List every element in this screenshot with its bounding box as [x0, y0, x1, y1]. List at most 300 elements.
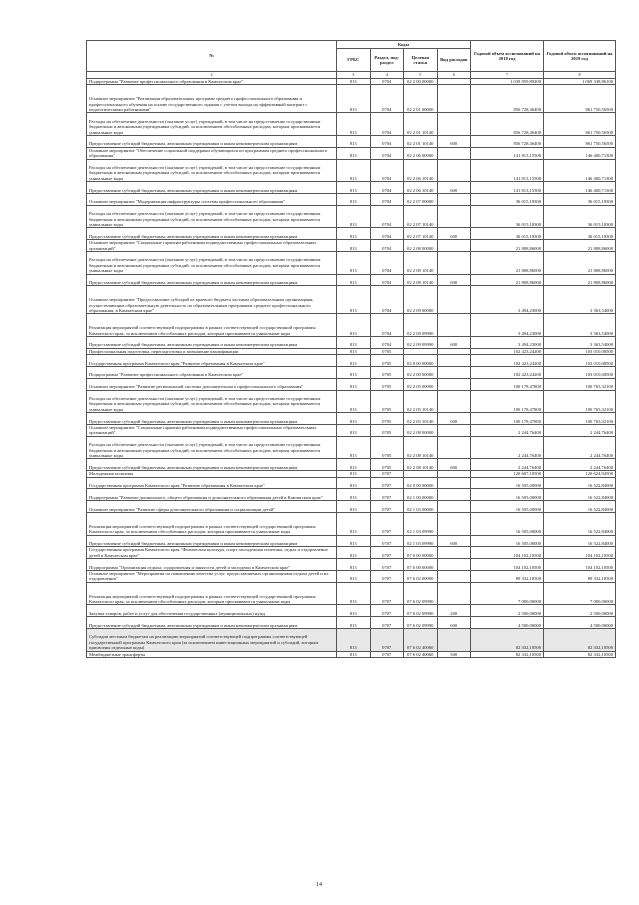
row-amount-2018: 856 728,46400	[471, 136, 544, 148]
row-section: 0705	[370, 459, 404, 471]
row-amount-2018: 16 505,00000	[471, 535, 544, 547]
row-amount-2018: 100 178,47800	[471, 413, 544, 425]
row-grbs: 813	[337, 477, 371, 489]
row-amount-2019: 2 244,76400	[544, 459, 616, 471]
row-section: 0704	[370, 113, 404, 136]
row-amount-2019: 146 400,71300	[544, 182, 616, 194]
row-name: Подпрограмма "Организация отдыха, оздоровления и занятости детей и молодежи в Камчатском крае"	[87, 559, 337, 571]
row-expense-type	[437, 547, 471, 559]
table-body	[87, 79, 616, 658]
row-target-article: 02 2 09 09990	[404, 314, 438, 337]
row-grbs: 813	[337, 159, 371, 182]
table-row	[87, 477, 616, 489]
row-target-article: 02 2 05 10140	[404, 413, 438, 425]
row-amount-2018: 2 500,00000	[471, 605, 544, 617]
row-name: Расходы на обеспечение деятельности (оказание услуг) учреждений, в том числе на предоставление государственным бюджетным и автономным учреждениям субсидий, за исключением обособленных расходов, которым присваиваются уникальные коды	[87, 113, 337, 136]
row-amount-2019: 7 000,00000	[544, 582, 616, 605]
row-name: Предоставление субсидий бюджетным, автономным учреждениям и иным некоммерческим организациям	[87, 459, 337, 471]
row-section: 0707	[370, 535, 404, 547]
row-grbs: 813	[337, 355, 371, 367]
row-expense-type: 600	[437, 274, 471, 286]
row-amount-2019: 2 244,76400	[544, 436, 616, 459]
row-name: Основное мероприятие "Развитие сферы дополнительного образования и социализации детей"	[87, 501, 337, 513]
row-section: 0705	[370, 378, 404, 390]
row-section: 0704	[370, 159, 404, 182]
row-target-article: 02 2 07 10140	[404, 228, 438, 240]
table-row	[87, 336, 616, 348]
header-grbs: ГРБС	[337, 49, 371, 72]
row-amount-2019: 3 363,54000	[544, 286, 616, 314]
row-grbs: 813	[337, 390, 371, 413]
column-number: 2	[87, 72, 337, 79]
row-section: 0707	[370, 651, 404, 657]
row-grbs: 813	[337, 240, 371, 252]
row-grbs: 813	[337, 547, 371, 559]
row-expense-type	[437, 390, 471, 413]
row-amount-2019: 2 500,00000	[544, 605, 616, 617]
row-grbs: 813	[337, 147, 371, 159]
row-expense-type	[437, 489, 471, 501]
row-grbs: 813	[337, 314, 371, 337]
row-target-article: 02 2 09 09990	[404, 336, 438, 348]
row-name: Предоставление субсидий бюджетным, автономным учреждениям и иным некоммерческим организациям	[87, 617, 337, 629]
row-target-article: 02 2 01 10140	[404, 136, 438, 148]
row-grbs: 813	[337, 286, 371, 314]
row-expense-type: 600	[437, 182, 471, 194]
row-name: Предоставление субсидий бюджетным, автономным учреждениям и иным некоммерческим организациям	[87, 274, 337, 286]
row-amount-2019: 103 010,08500	[544, 366, 616, 378]
table-row	[87, 274, 616, 286]
row-amount-2018: 3 494,23000	[471, 286, 544, 314]
column-number: 4	[370, 72, 404, 79]
row-expense-type	[437, 113, 471, 136]
row-amount-2019: 21 808,86000	[544, 252, 616, 275]
row-grbs: 813	[337, 605, 371, 617]
row-expense-type	[437, 252, 471, 275]
row-amount-2018: 89 332,10500	[471, 570, 544, 582]
row-target-article: 02 2 00 00000	[404, 366, 438, 378]
header-year-2018: Годовой объем ассигнований на 2018 год	[471, 41, 544, 72]
table-row	[87, 570, 616, 582]
header-section: Раздел, под-раздел	[370, 49, 404, 72]
row-section: 0704	[370, 182, 404, 194]
row-section: 0704	[370, 252, 404, 275]
row-amount-2019: 16 522,84000	[544, 501, 616, 513]
row-grbs: 813	[337, 378, 371, 390]
table-row	[87, 85, 616, 113]
row-name: Закупка товаров, работ и услуг для обеспечения государственных (муниципальных) нужд	[87, 605, 337, 617]
row-amount-2018: 141 813,15500	[471, 147, 544, 159]
table-row	[87, 113, 616, 136]
row-grbs: 813	[337, 194, 371, 206]
row-name: Подпрограмма "Развитие профессионального образования в Камчатском крае"	[87, 79, 337, 85]
row-name: Основное мероприятие "Предоставление субсидий из краевого бюджета частным образовательным организациям, осуществляющим образовательную деятельность по образовательным программам среднего профессионального образования, в Камчатском крае"	[87, 286, 337, 314]
row-grbs: 813	[337, 617, 371, 629]
row-name: Межбюджетные трансферты	[87, 651, 337, 657]
row-section: 0707	[370, 582, 404, 605]
row-expense-type: 200	[437, 605, 471, 617]
row-expense-type: 600	[437, 459, 471, 471]
table-row	[87, 159, 616, 182]
row-amount-2018: 104 102,10500	[471, 547, 544, 559]
row-amount-2018: 100 178,47800	[471, 390, 544, 413]
row-name: Основное мероприятие "Модернизация инфраструктуры системы профессионального образования"	[87, 194, 337, 206]
table-row	[87, 651, 616, 657]
row-grbs: 813	[337, 85, 371, 113]
budget-table	[86, 40, 616, 658]
row-section: 0705	[370, 413, 404, 425]
table-row	[87, 194, 616, 206]
row-amount-2019: 861 750,56500	[544, 113, 616, 136]
table-row	[87, 378, 616, 390]
row-expense-type	[437, 286, 471, 314]
row-target-article: 02 2 08 10140	[404, 459, 438, 471]
row-target-article: 02 2 01 00000	[404, 85, 438, 113]
row-target-article: 02 2 09 00000	[404, 286, 438, 314]
row-expense-type	[437, 501, 471, 513]
row-section: 0707	[370, 617, 404, 629]
row-grbs: 813	[337, 424, 371, 436]
row-amount-2019: 4 500,00000	[544, 617, 616, 629]
row-amount-2018: 16 505,00000	[471, 501, 544, 513]
row-amount-2018: 36 015,18300	[471, 228, 544, 240]
row-target-article: 02 1 03 09990	[404, 512, 438, 535]
row-target-article: 02 2 06 10140	[404, 182, 438, 194]
row-grbs: 813	[337, 136, 371, 148]
row-target-article: 07 6 02 09990	[404, 605, 438, 617]
row-name: Расходы на обеспечение деятельности (оказание услуг) учреждений, в том числе на предоставление государственным бюджетным и автономным учреждениям субсидий, за исключением обособленных расходов, которым присваиваются уникальные коды	[87, 252, 337, 275]
column-number: 5	[404, 72, 438, 79]
row-name: Подпрограмма "Развитие профессионального образования в Камчатском крае"	[87, 366, 337, 378]
column-number: 8	[544, 72, 616, 79]
row-section: 0707	[370, 628, 404, 651]
row-section: 0707	[370, 501, 404, 513]
row-target-article: 02 2 05 00000	[404, 378, 438, 390]
table-row	[87, 413, 616, 425]
row-amount-2019: 16 522,84000	[544, 477, 616, 489]
row-amount-2018: 2 244,76400	[471, 459, 544, 471]
row-grbs: 813	[337, 559, 371, 571]
row-section: 0704	[370, 274, 404, 286]
row-name: Основное мероприятие "Социальные гарантии работникам подведомственных профессиональных образовательных организаций"	[87, 424, 337, 436]
table-row	[87, 501, 616, 513]
row-target-article: 02 1 03 00000	[404, 501, 438, 513]
table-row	[87, 79, 616, 85]
row-amount-2018: 102 423,24200	[471, 366, 544, 378]
row-amount-2018: 16 505,00000	[471, 512, 544, 535]
row-grbs: 813	[337, 582, 371, 605]
row-expense-type	[437, 424, 471, 436]
row-name: Предоставление субсидий бюджетным, автономным учреждениям и иным некоммерческим организациям	[87, 228, 337, 240]
row-amount-2018: 856 728,46400	[471, 113, 544, 136]
row-amount-2019: 120 624,94500	[544, 471, 616, 477]
row-expense-type	[437, 436, 471, 459]
row-expense-type	[437, 85, 471, 113]
row-target-article: 07 6 02 00000	[404, 570, 438, 582]
table-row	[87, 436, 616, 459]
table-row	[87, 240, 616, 252]
row-name: Основное мероприятие "Развитие региональной системы дополнительного профессионального образования"	[87, 378, 337, 390]
row-expense-type	[437, 147, 471, 159]
row-expense-type	[437, 570, 471, 582]
table-row	[87, 355, 616, 367]
table-row	[87, 366, 616, 378]
table-row	[87, 424, 616, 436]
row-target-article: 07 6 02 09990	[404, 582, 438, 605]
row-target-article: 02 2 05 10140	[404, 390, 438, 413]
row-target-article: 07 0 00 00000	[404, 547, 438, 559]
row-section: 0704	[370, 314, 404, 337]
row-section: 0705	[370, 424, 404, 436]
table-row	[87, 228, 616, 240]
row-grbs: 813	[337, 274, 371, 286]
row-amount-2019: 146 400,71300	[544, 159, 616, 182]
row-amount-2018: 16 505,00000	[471, 489, 544, 501]
row-name: Основное мероприятие "Социальные гарантии работникам подведомственных профессиональных образовательных организаций"	[87, 240, 337, 252]
row-grbs: 813	[337, 113, 371, 136]
row-name: Реализация мероприятий соответствующей подпрограммы в рамках соответствующей государственной программы Камчатского края, за исключением обособленных расходов, которым присваиваются уникальные коды	[87, 512, 337, 535]
row-amount-2018: 141 813,15500	[471, 182, 544, 194]
table-row	[87, 605, 616, 617]
table-row	[87, 147, 616, 159]
row-amount-2018: 1 039 859,89200	[471, 79, 544, 85]
table-row	[87, 535, 616, 547]
row-name: Предоставление субсидий бюджетным, автономным учреждениям и иным некоммерческим организациям	[87, 535, 337, 547]
row-section: 0704	[370, 79, 404, 85]
row-target-article: 02 2 06 10140	[404, 159, 438, 182]
table-row	[87, 559, 616, 571]
table-row	[87, 628, 616, 651]
row-expense-type	[437, 366, 471, 378]
row-expense-type	[437, 512, 471, 535]
row-amount-2018: 120 607,10500	[471, 471, 544, 477]
row-name: Государственная программа Камчатского края "Развитие образования в Камчатском крае"	[87, 355, 337, 367]
row-amount-2018: 856 728,46400	[471, 85, 544, 113]
row-section: 0704	[370, 336, 404, 348]
row-grbs: 813	[337, 512, 371, 535]
row-name: Предоставление субсидий бюджетным, автономным учреждениям и иным некоммерческим организациям	[87, 182, 337, 194]
row-section: 0707	[370, 547, 404, 559]
row-amount-2019: 100 765,32100	[544, 413, 616, 425]
row-target-article: 02 2 07 10140	[404, 205, 438, 228]
row-target-article: 02 0 00 00000	[404, 355, 438, 367]
row-section: 0707	[370, 489, 404, 501]
row-section: 0707	[370, 559, 404, 571]
row-amount-2019: 861 750,56500	[544, 136, 616, 148]
row-target-article: 02 2 08 00000	[404, 424, 438, 436]
row-grbs: 813	[337, 79, 371, 85]
row-amount-2018: 16 505,00000	[471, 477, 544, 489]
row-amount-2018: 3 494,23000	[471, 314, 544, 337]
row-amount-2019: 36 015,18300	[544, 194, 616, 206]
table-row	[87, 314, 616, 337]
row-amount-2019: 100 765,32100	[544, 378, 616, 390]
row-name: Субсидии местным бюджетам на реализацию мероприятий соответствующей подпрограммы соответствующей государственной программы Камчатского края (за исключением инвестиционных мероприятий и субсидий, которым присвоены отдельные коды)	[87, 628, 337, 651]
row-section: 0705	[370, 390, 404, 413]
row-amount-2019: 2 244,76400	[544, 424, 616, 436]
row-amount-2018: 7 000,00000	[471, 582, 544, 605]
row-name: Подпрограмма "Развитие дошкольного, общего образования и дополнительного образования детей в Камчатском крае"	[87, 489, 337, 501]
row-name: Реализация мероприятий соответствующей подпрограммы в рамках соответствующей государственной программы Камчатского края, за исключением обособленных расходов, которым присваиваются уникальные коды	[87, 582, 337, 605]
row-expense-type	[437, 559, 471, 571]
row-amount-2019: 82 332,10500	[544, 628, 616, 651]
row-amount-2018: 21 808,86000	[471, 252, 544, 275]
table-row	[87, 286, 616, 314]
row-target-article: 02 2 08 10140	[404, 274, 438, 286]
row-amount-2018: 104 102,10500	[471, 559, 544, 571]
row-grbs: 813	[337, 413, 371, 425]
table-header	[87, 41, 616, 79]
row-amount-2019: 16 522,84000	[544, 489, 616, 501]
row-expense-type	[437, 159, 471, 182]
row-section: 0707	[370, 512, 404, 535]
row-amount-2018: 82 332,10500	[471, 628, 544, 651]
row-target-article: 02 2 07 00000	[404, 194, 438, 206]
row-target-article: 07 6 02 40060	[404, 628, 438, 651]
row-amount-2018: 141 813,15500	[471, 159, 544, 182]
row-amount-2019: 146 400,71300	[544, 147, 616, 159]
row-expense-type	[437, 314, 471, 337]
column-number: 3	[337, 72, 371, 79]
row-grbs: 813	[337, 570, 371, 582]
row-amount-2018: 2 244,76400	[471, 436, 544, 459]
row-name: Государственная программа Камчатского края "Физическая культура, спорт, молодежная политика, отдых и оздоровление детей в Камчатском крае"	[87, 547, 337, 559]
row-grbs: 813	[337, 459, 371, 471]
row-grbs: 813	[337, 436, 371, 459]
row-target-article: 02 1 00 00000	[404, 489, 438, 501]
row-name: Государственная программа Камчатского края "Развитие образования в Камчатском крае"	[87, 477, 337, 489]
row-amount-2019: 104 102,10500	[544, 559, 616, 571]
row-name: Основное мероприятие "Мероприятия по повышению качества услуг, предоставляемых организациями отдыха детей и их оздоровления"	[87, 570, 337, 582]
table-row	[87, 390, 616, 413]
table-row	[87, 205, 616, 228]
row-name: Основное мероприятие "Обеспечение социальной поддержки обучающихся по программам среднего профессионального образования"	[87, 147, 337, 159]
row-amount-2019: 89 332,10500	[544, 570, 616, 582]
row-expense-type: 600	[437, 136, 471, 148]
row-section: 0704	[370, 205, 404, 228]
row-name: Расходы на обеспечение деятельности (оказание услуг) учреждений, в том числе на предоставление государственным бюджетным и автономным учреждениям субсидий, за исключением обособленных расходов, которым присваиваются уникальные коды	[87, 205, 337, 228]
table-row	[87, 547, 616, 559]
row-amount-2018: 2 244,76400	[471, 424, 544, 436]
row-amount-2018: 102 423,24200	[471, 355, 544, 367]
row-section: 0704	[370, 240, 404, 252]
row-grbs: 813	[337, 252, 371, 275]
row-target-article: 02 2 08 10140	[404, 252, 438, 275]
table-row	[87, 136, 616, 148]
row-section: 0705	[370, 366, 404, 378]
row-section: 0705	[370, 436, 404, 459]
row-section: 0707	[370, 605, 404, 617]
table-row	[87, 182, 616, 194]
column-number: 6	[437, 72, 471, 79]
row-expense-type: 600	[437, 617, 471, 629]
header-year-2019: Годовой объем ассигнований на 2019 год	[544, 41, 616, 72]
row-amount-2019: 100 765,32100	[544, 390, 616, 413]
row-amount-2018: 36 015,18300	[471, 205, 544, 228]
row-name: Расходы на обеспечение деятельности (оказание услуг) учреждений, в том числе на предоставление государственным бюджетным и автономным учреждениям субсидий, за исключением обособленных расходов, которым присваиваются уникальные коды	[87, 159, 337, 182]
row-expense-type	[437, 582, 471, 605]
row-target-article: 07 6 02 40060	[404, 651, 438, 657]
row-expense-type	[437, 240, 471, 252]
row-section: 0704	[370, 136, 404, 148]
row-section: 0707	[370, 471, 404, 477]
row-target-article: 02 0 00 00000	[404, 477, 438, 489]
row-target-article: 07 6 02 09990	[404, 617, 438, 629]
row-name: Расходы на обеспечение деятельности (оказание услуг) учреждений, в том числе на предоставление государственным бюджетным и автономным учреждениям субсидий, за исключением обособленных расходов, которым присваиваются уникальные коды	[87, 390, 337, 413]
row-section: 0704	[370, 228, 404, 240]
row-section: 0707	[370, 570, 404, 582]
row-amount-2018: 3 494,23000	[471, 336, 544, 348]
row-amount-2018: 82 332,10500	[471, 651, 544, 657]
header-codes: Коды	[337, 41, 471, 49]
row-grbs: 813	[337, 501, 371, 513]
row-amount-2019: 16 522,84000	[544, 535, 616, 547]
row-grbs: 813	[337, 348, 371, 354]
row-section: 0707	[370, 477, 404, 489]
row-expense-type	[437, 477, 471, 489]
row-expense-type	[437, 378, 471, 390]
row-name: Реализация мероприятий соответствующей подпрограммы в рамках соответствующей государственной программы Камчатского края, за исключением обособленных расходов, которым присваиваются уникальные коды	[87, 314, 337, 337]
row-section: 0704	[370, 194, 404, 206]
row-name: Предоставление субсидий бюджетным, автономным учреждениям и иным некоммерческим организациям	[87, 336, 337, 348]
row-amount-2019: 103 010,08500	[544, 355, 616, 367]
row-target-article: 02 2 08 00000	[404, 240, 438, 252]
row-amount-2019: 1 069 338,86100	[544, 79, 616, 85]
row-section: 0705	[370, 355, 404, 367]
table-row	[87, 459, 616, 471]
row-target-article: 02 2 08 10140	[404, 436, 438, 459]
row-amount-2018: 21 808,86000	[471, 274, 544, 286]
row-expense-type: 600	[437, 228, 471, 240]
row-name: Предоставление субсидий бюджетным, автономным учреждениям и иным некоммерческим организациям	[87, 413, 337, 425]
row-grbs: 813	[337, 366, 371, 378]
row-amount-2018: 36 015,18300	[471, 194, 544, 206]
row-grbs: 813	[337, 489, 371, 501]
row-amount-2019: 21 808,86000	[544, 240, 616, 252]
row-amount-2018: 100 178,47800	[471, 378, 544, 390]
table-row	[87, 489, 616, 501]
row-amount-2019: 103 010,08500	[544, 348, 616, 354]
row-amount-2019: 861 750,56500	[544, 85, 616, 113]
row-expense-type: 600	[437, 535, 471, 547]
row-expense-type	[437, 628, 471, 651]
table-row	[87, 617, 616, 629]
row-name: Предоставление субсидий бюджетным, автономным учреждениям и иным некоммерческим организациям	[87, 136, 337, 148]
row-amount-2019: 104 102,10500	[544, 547, 616, 559]
row-amount-2019: 3 363,54000	[544, 336, 616, 348]
column-number-row	[87, 72, 616, 79]
row-expense-type	[437, 194, 471, 206]
row-amount-2018: 4 500,00000	[471, 617, 544, 629]
row-section: 0704	[370, 147, 404, 159]
row-expense-type	[437, 205, 471, 228]
column-number: 7	[471, 72, 544, 79]
header-num: №	[87, 41, 337, 72]
row-section: 0704	[370, 286, 404, 314]
row-expense-type: 600	[437, 413, 471, 425]
row-amount-2018: 21 808,86000	[471, 240, 544, 252]
row-grbs: 813	[337, 535, 371, 547]
row-target-article: 02 1 03 09990	[404, 535, 438, 547]
row-amount-2019: 21 808,86000	[544, 274, 616, 286]
row-target-article: 07 6 00 00000	[404, 559, 438, 571]
row-grbs: 813	[337, 205, 371, 228]
page-number: 14	[316, 882, 322, 888]
row-expense-type: 500	[437, 651, 471, 657]
row-target-article: 02 2 01 10140	[404, 113, 438, 136]
header-target-article: Целевая статья	[404, 49, 438, 72]
row-name: Профессиональная подготовка, переподготовка и повышение квалификации	[87, 348, 337, 354]
